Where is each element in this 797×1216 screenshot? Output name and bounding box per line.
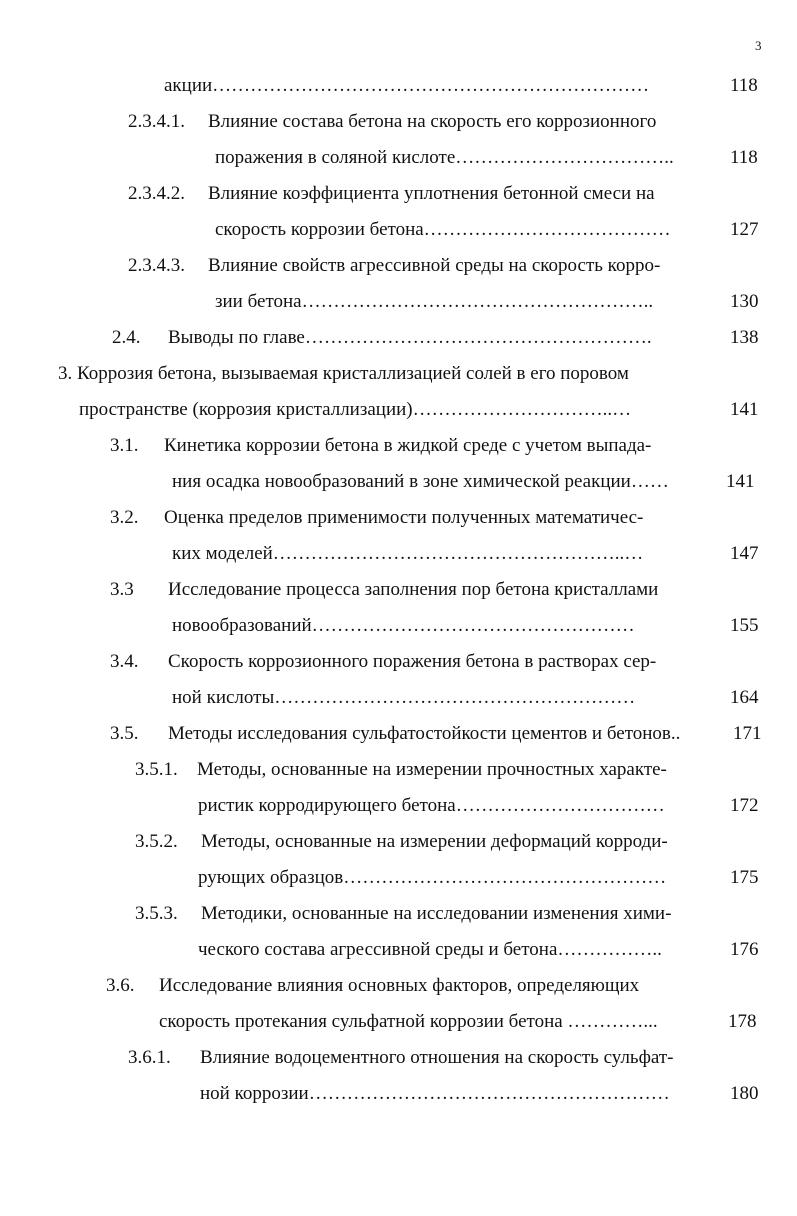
toc-text: скорость коррозии бетона………………………………… [215, 219, 671, 240]
toc-number: 3.5. [110, 723, 139, 744]
toc-page: 175 [730, 867, 759, 888]
toc-number: 3.4. [110, 651, 139, 672]
toc-number: 2.3.4.1. [128, 111, 185, 132]
toc-line [159, 1011, 658, 1033]
toc-page: 118 [730, 147, 758, 168]
toc-text: ной коррозии………………………………………………… [200, 1083, 670, 1104]
toc-text: зии бетона……………………………………………….. [215, 291, 654, 312]
page-number: 3 [755, 38, 762, 53]
toc-text: Скорость коррозионного поражения бетона в растворах сер- [168, 651, 657, 672]
toc-text: Методы, основанные на измерении прочностных характе- [197, 759, 667, 780]
toc-line [172, 543, 643, 565]
toc-page: 155 [730, 615, 759, 636]
toc-text: акции…………………………………………………………… [164, 75, 650, 96]
toc-text: Оценка пределов применимости полученных математичес- [164, 507, 644, 528]
toc-page: 180 [730, 1083, 759, 1104]
toc-number: 3.6.1. [128, 1047, 171, 1068]
toc-number: 2.3.4.2. [128, 183, 185, 204]
toc-text: ких моделей………………………………………………..… [172, 543, 644, 564]
toc-page: 147 [730, 543, 759, 564]
toc-line [198, 795, 665, 817]
toc-line [200, 1083, 670, 1105]
toc-page: 164 [730, 687, 759, 708]
toc-number: 3.1. [110, 435, 139, 456]
toc-number: 3.5.1. [135, 759, 178, 780]
toc-text: Кинетика коррозии бетона в жидкой среде с учетом выпада- [164, 435, 652, 456]
toc-line [198, 939, 662, 961]
toc-page: 138 [730, 327, 759, 348]
toc-text: Влияние водоцементного отношения на скорость сульфат- [200, 1047, 674, 1068]
toc-text: Исследование процесса заполнения пор бетона кристаллами [168, 579, 659, 600]
toc-text: ной кислоты………………………………………………… [172, 687, 636, 708]
toc-text: Влияние состава бетона на скорость его коррозионного [208, 111, 657, 132]
toc-text: скорость протекания сульфатной коррозии бетона …………... [159, 1011, 658, 1032]
toc-number: 2.4. [112, 327, 141, 348]
toc-line [172, 687, 635, 709]
toc-line [215, 291, 653, 313]
toc-page: 130 [730, 291, 759, 312]
toc-text: Методы, основанные на измерении деформаций корроди- [201, 831, 668, 852]
toc-line [215, 147, 674, 169]
toc-line [58, 363, 629, 385]
toc-number: 3.2. [110, 507, 139, 528]
toc-page: 172 [730, 795, 759, 816]
toc-line [164, 75, 649, 97]
toc-page: 127 [730, 219, 759, 240]
toc-text: 3. Коррозия бетона, вызываемая кристаллизацией солей в его поровом [58, 363, 629, 384]
toc-text: Выводы по главе………………………………………………. [168, 327, 652, 348]
toc-line [198, 867, 666, 889]
toc-page: 118 [730, 75, 758, 96]
toc-line [215, 219, 671, 241]
toc-number: 3.5.2. [135, 831, 178, 852]
toc-page: 141 [730, 399, 759, 420]
toc-number: 3.6. [106, 975, 135, 996]
toc-page: 178 [728, 1011, 757, 1032]
toc-text: пространстве (коррозия кристаллизации)…………………………..… [79, 399, 632, 420]
toc-number: 2.3.4.3. [128, 255, 185, 276]
toc-line [79, 399, 631, 421]
toc-text: ристик корродирующего бетона…………………………… [198, 795, 665, 816]
toc-text: Исследование влияния основных факторов, определяющих [159, 975, 640, 996]
toc-number: 3.3 [110, 579, 134, 600]
toc-line [172, 471, 669, 493]
toc-text: поражения в соляной кислоте…………………………….. [215, 147, 674, 168]
toc-text: Методы исследования сульфатостойкости цементов и бетонов.. [168, 723, 681, 744]
toc-page: 141 [726, 471, 755, 492]
toc-text: Влияние коэффициента уплотнения бетонной смеси на [208, 183, 655, 204]
toc-text: ческого состава агрессивной среды и бетона…………….. [198, 939, 662, 960]
toc-text: Методики, основанные на исследовании изменения хими- [201, 903, 672, 924]
toc-text: рующих образцов…………………………………………… [198, 867, 667, 888]
toc-text: Влияние свойств агрессивной среды на скорость корро- [208, 255, 661, 276]
toc-text: ния осадка новообразований в зоне химической реакции…… [172, 471, 669, 492]
toc-page: 176 [730, 939, 759, 960]
toc-number: 3.5.3. [135, 903, 178, 924]
toc-page: 171 [733, 723, 762, 744]
toc-line [172, 615, 635, 637]
toc-text: новообразований…………………………………………… [172, 615, 635, 636]
